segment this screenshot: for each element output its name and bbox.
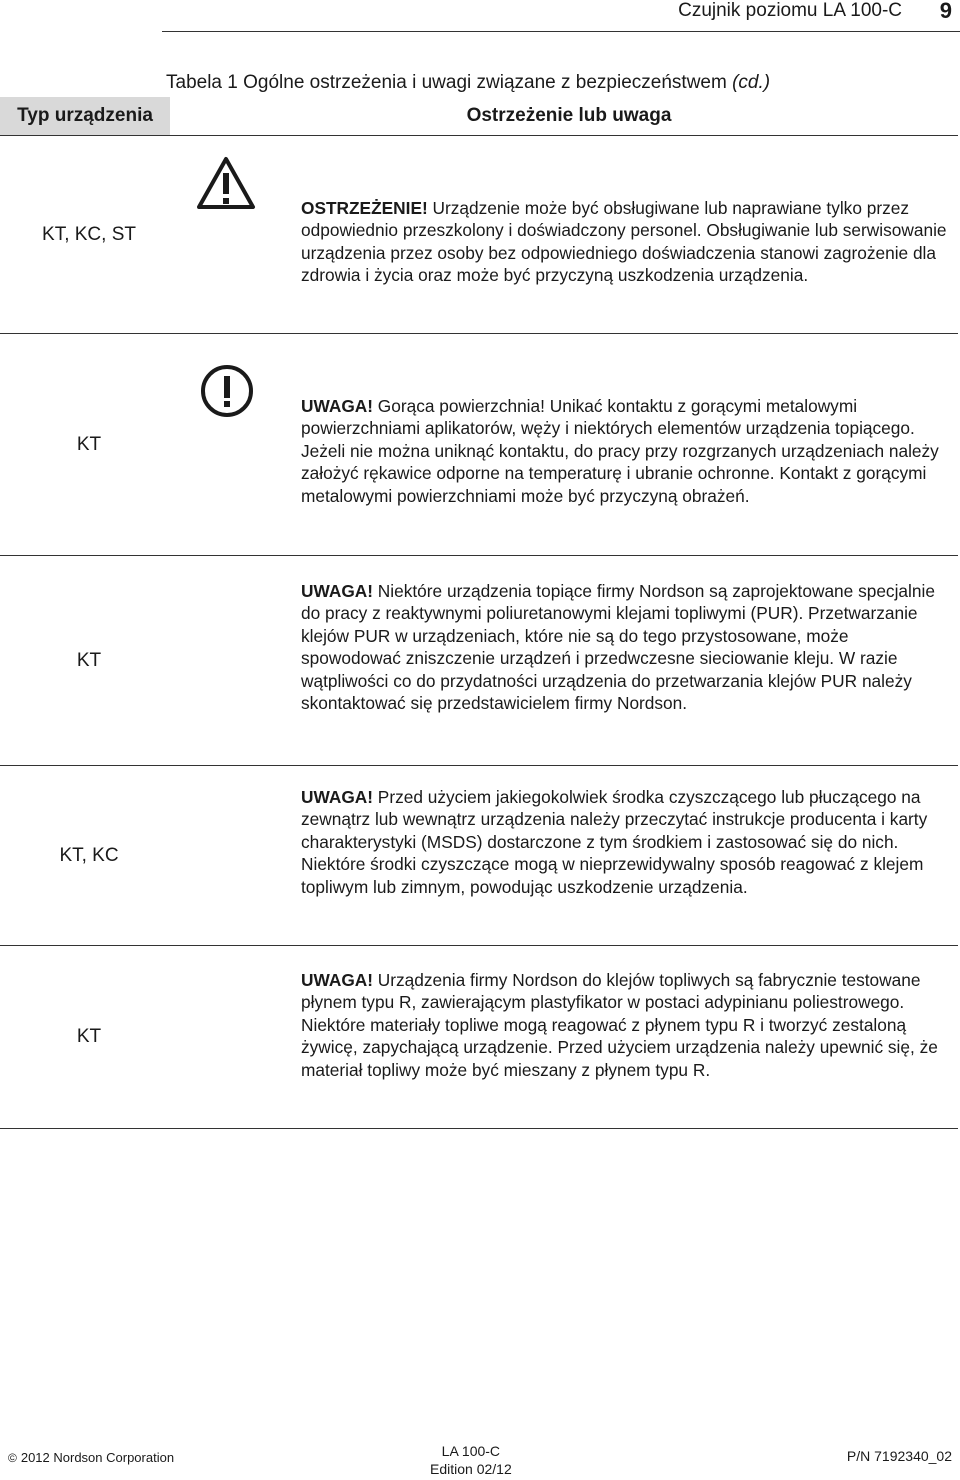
- page-header: [0, 0, 960, 30]
- copyright-symbol: ©: [8, 1451, 17, 1465]
- column-header-device-type: Typ urządzenia: [0, 97, 170, 135]
- part-number: P/N 7192340_02: [846, 1448, 952, 1464]
- edition: Edition 02/12: [430, 1461, 512, 1477]
- device-type-cell: KT: [76, 434, 102, 455]
- caution-circle-icon: [200, 364, 254, 418]
- table-caption: Tabela 1 Ogólne ostrzeżenia i uwagi związane z bezpieczeństwem (cd.): [166, 72, 771, 93]
- warning-triangle-icon: [196, 156, 256, 210]
- document-title: Czujnik poziomu LA 100-C: [678, 0, 902, 21]
- edition-info: [430, 1442, 512, 1478]
- page-number: 9: [939, 0, 952, 23]
- page-footer: [0, 1440, 960, 1480]
- model-name: LA 100-C: [441, 1443, 501, 1459]
- copyright: © 2012 Nordson Corporation: [8, 1450, 175, 1465]
- warning-text: UWAGA! Niektóre urządzenia topiące firmy Nordson są zaprojektowane specjalnie do pracy z reaktywnymi poliuretanowymi klejami topliwymi (PUR). Przetwarzanie klejów PUR w urządzeniach, które nie są do tego przystosowane, może spowodować zniszczenie urządzeń i przedwczesne sieciowanie kleju. W razie wątpliwości co do przydatności urządzenia do przetwarzania klejów PUR należy skontaktować się przedstawicielem firmy Nordson.: [301, 581, 935, 714]
- caption-continued: (cd.): [732, 72, 771, 93]
- device-type-cell: KT, KC: [59, 845, 119, 866]
- device-type-cell: KT: [76, 1026, 102, 1047]
- table-row: [0, 135, 958, 334]
- header-divider: [162, 31, 960, 32]
- table-row: [0, 945, 958, 1129]
- table-row: [0, 333, 958, 556]
- table-row: [0, 765, 958, 946]
- warning-text: OSTRZEŻENIE! Urządzenie może być obsługiwane lub naprawiane tylko przez odpowiednio przeszkolony i doświadczony personel. Obsługiwanie lub serwisowanie urządzenia przez osoby bez odpowiedniego doświadczenia stanowi zagrożenie dla zdrowia i życia oraz może być przyczyną uszkodzenia urządzenia.: [301, 198, 947, 286]
- column-header-warning: Ostrzeżenie lub uwaga: [466, 105, 672, 126]
- table-row: [0, 555, 958, 766]
- device-type-cell: KT, KC, ST: [42, 224, 136, 245]
- warning-text: UWAGA! Gorąca powierzchnia! Unikać kontaktu z gorącymi metalowymi powierzchniami aplikatorów, węży i niektórych elementów urządzenia topiącego. Jeżeli nie można uniknąć kontaktu, do pracy przy rozgrzanych urządzeniach należy założyć rękawice odporne na temperaturę i ubranie ochronne. Kontakt z gorącymi metalowymi powierzchniami może być przyczyną obrażeń.: [301, 396, 939, 506]
- warning-text: UWAGA! Przed użyciem jakiegokolwiek środka czyszczącego lub płuczącego na zewnątrz lub wewnątrz urządzenia należy przeczytać instrukcje producenta i karty charakterystyki (MSDS) dostarczone z tym środkiem i zastosować się do nich. Niektóre środki czyszczące mogą w nieprzewidywalny sposób reagować z klejem topliwym lub zimnym, powodując uszkodzenie urządzenia.: [301, 787, 928, 897]
- device-type-cell: KT: [76, 650, 102, 671]
- warning-text: UWAGA! Urządzenia firmy Nordson do klejów topliwych są fabrycznie testowane płynem typu R, zawierającym plastyfikator w postaci adypinianu poliestrowego. Niektóre materiały topliwe mogą reagować z płynem typu R i tworzyć zestaloną żywicę, zapychającą urządzenie. Przed użyciem urządzenia należy upewnić się, że materiał topliwy może być mieszany z płynem typu R.: [301, 970, 938, 1080]
